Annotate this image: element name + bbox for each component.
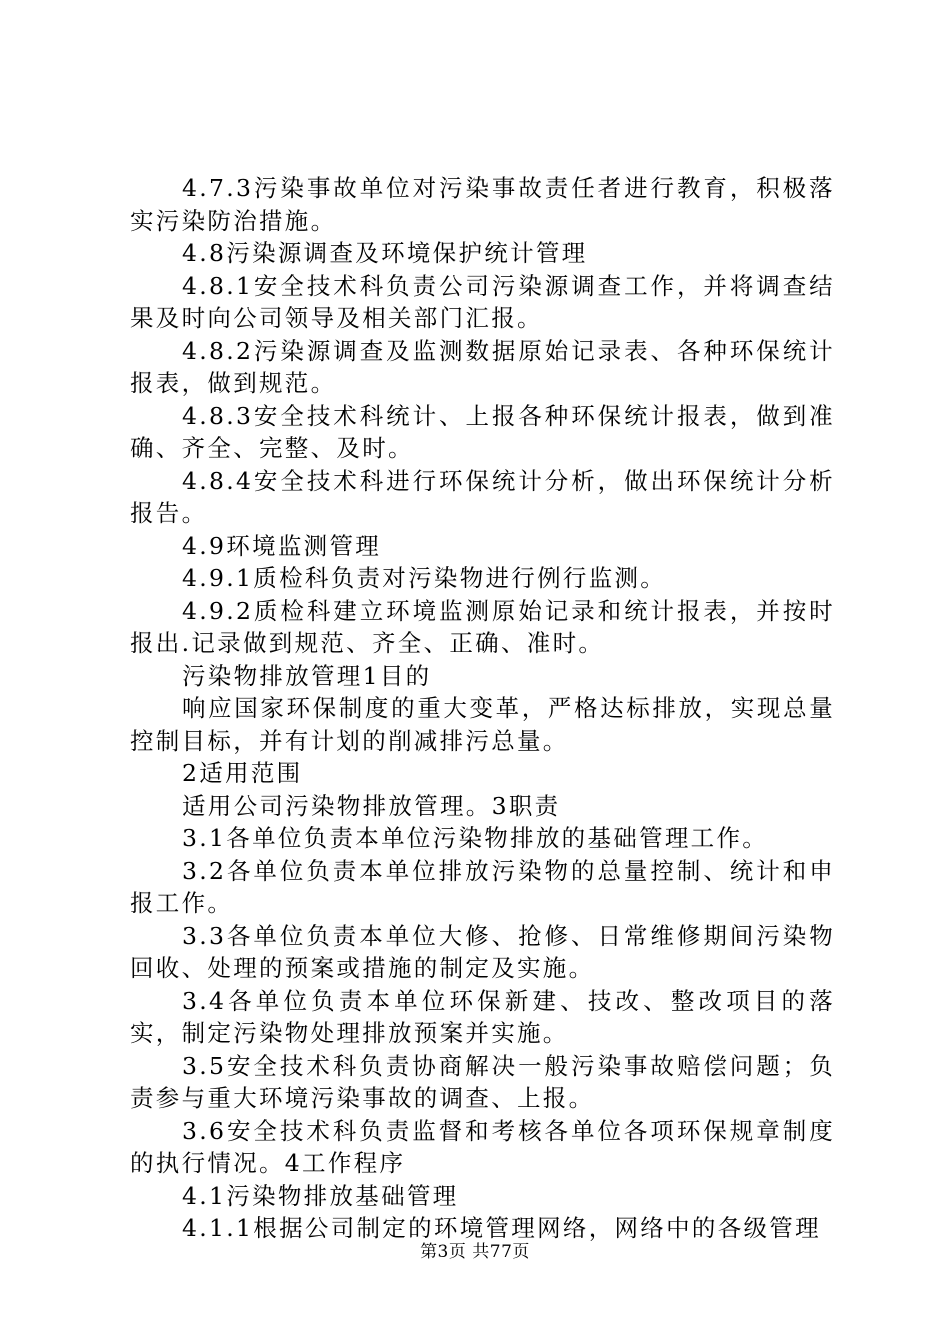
paragraph-4-1-1: 4.1.1根据公司制定的环境管理网络，网络中的各级管理: [182, 1214, 821, 1242]
paragraph-3-5: 3.5安全技术科负责协商解决一般污染事故赔偿问题；负责参与重大环境污染事故的调查、上报。: [130, 1051, 835, 1112]
paragraph-4-7-3: 4.7.3污染事故单位对污染事故责任者进行教育，积极落实污染防治措施。: [130, 174, 835, 235]
paragraph-3-4: 3.4各单位负责本单位环保新建、技改、整改项目的落实，制定污染物处理排放预案并实施。: [130, 986, 835, 1047]
paragraph-purpose: 响应国家环保制度的重大变革，严格达标排放，实现总量控制目标，并有计划的削减排污总量。: [130, 694, 835, 755]
document-body: [130, 172, 835, 1245]
heading-4-9: 4.9环境监测管理: [182, 531, 382, 560]
paragraph-3-1: 3.1各单位负责本单位污染物排放的基础管理工作。: [182, 824, 769, 852]
paragraph-4-8-2: 4.8.2污染源调查及监测数据原始记录表、各种环保统计报表，做到规范。: [130, 336, 835, 397]
paragraph-4-9-1: 4.9.1质检科负责对污染物进行例行监测。: [182, 564, 667, 592]
paragraph-scope: 适用公司污染物排放管理。3职责: [182, 791, 561, 820]
paragraph-3-6: 3.6安全技术科负责监督和考核各单位各项环保规章制度的执行情况。4工作程序: [130, 1116, 835, 1177]
page-number-footer: 第3页 共77页: [420, 1242, 530, 1262]
paragraph-4-8-4: 4.8.4安全技术科进行环保统计分析，做出环保统计分析报告。: [130, 466, 835, 527]
heading-4-8: 4.8污染源调查及环境保护统计管理: [182, 239, 588, 267]
heading-pollutant-discharge: 污染物排放管理1目的: [182, 661, 432, 690]
paragraph-3-2: 3.2各单位负责本单位排放污染物的总量控制、统计和申报工作。: [130, 856, 835, 917]
heading-4-1: 4.1污染物排放基础管理: [182, 1181, 459, 1210]
paragraph-3-3: 3.3各单位负责本单位大修、抢修、日常维修期间污染物回收、处理的预案或措施的制定及实施。: [130, 921, 835, 982]
paragraph-4-9-2: 4.9.2质检科建立环境监测原始记录和统计报表，并按时报出.记录做到规范、齐全、正确、准时。: [130, 596, 835, 657]
paragraph-4-8-1: 4.8.1安全技术科负责公司污染源调查工作，并将调查结果及时向公司领导及相关部门汇报。: [130, 271, 835, 332]
paragraph-4-8-3: 4.8.3安全技术科统计、上报各种环保统计报表，做到准确、齐全、完整、及时。: [130, 401, 835, 462]
heading-scope: 2适用范围: [182, 759, 303, 787]
